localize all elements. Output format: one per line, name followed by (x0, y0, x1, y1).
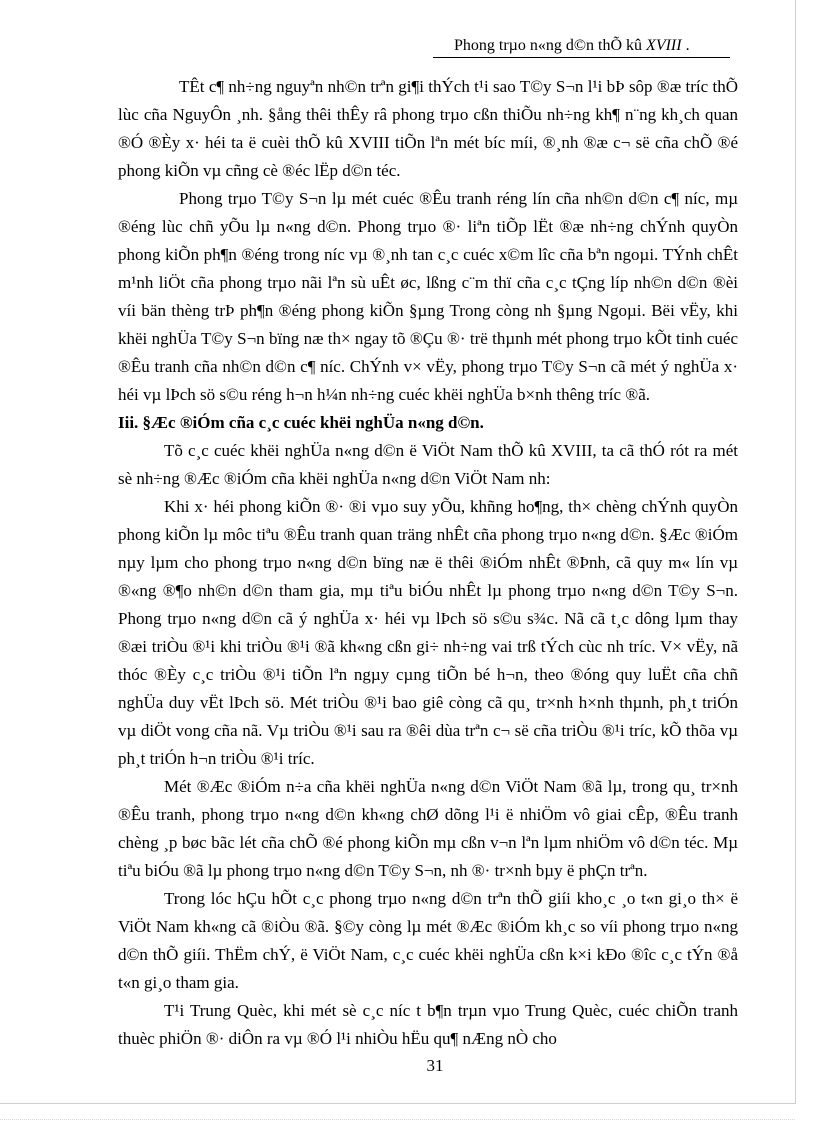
paragraph-causes: TÊt c¶ nh÷ng nguyªn nh©n trªn gi¶i thÝch t¹i sao T©y S¬n l¹i bÞ sôp ®æ tríc thÕ lùc cña NguyÔn ¸nh. §ång thêi thÊy râ phong trµo cßn thiÕu nh÷ng kh¶ n¨ng kh¸ch quan ®Ó ®Èy x· héi ta ë cuèi thÕ kû XVIII tiÕn lªn mét bíc míi, ®¸nh ®æ c¬ së cña chÕ ®é phong kiÕn vµ cñng cè ®éc lËp d©n téc. (118, 77, 738, 180)
page-number: 31 (426, 1056, 444, 1075)
body-text (118, 73, 738, 1053)
running-header (454, 36, 690, 56)
paragraph-intro-features: Tõ c¸c cuéc khëi nghÜa n«ng d©n ë ViÖt Nam thÕ kû XVIII, ta cã thÓ rót ra mét sè nh÷ng ®Æc ®iÓm cña khëi nghÜa n«ng d©n ViÖt Nam nh: (118, 441, 738, 488)
running-title-century: XVIII (646, 37, 682, 54)
header-rule (433, 57, 730, 58)
section-heading: Iii. §Æc ®iÓm cña c¸c cuéc khëi nghÜa n«ng d©n. (118, 413, 484, 432)
running-title-end: . (681, 37, 690, 54)
paragraph-china: T¹i Trung Quèc, khi mét sè c¸c níc t b¶n trµn vµo Trung Quèc, cuéc chiÕn tranh thuèc phiÖn ®· diÔn ra vµ ®Ó l¹i nhiÒu hËu qu¶ nÆng nÒ cho (118, 1001, 738, 1048)
running-title: Phong trµo n«ng d©n thÕ kû (454, 37, 643, 54)
paragraph-feature-two: Mét ®Æc ®iÓm n÷a cña khëi nghÜa n«ng d©n ViÖt Nam ®ã lµ, trong qu¸ tr×nh ®Êu tranh, phong trµo n«ng d©n kh«ng chØ dõng l¹i ë nhiÖm vô giai cÊp, ®Êu tranh chèng ¸p bøc bãc lét cña chÕ ®é phong kiÕn mµ cßn v¬n lªn lµm nhiÖm vô d©n téc. Mµ tiªu biÓu ®ã lµ phong trµo n«ng d©n T©y S¬n, nh ®· tr×nh bµy ë phÇn trªn. (118, 777, 738, 880)
paragraph-feature-three: Trong lóc hÇu hÕt c¸c phong trµo n«ng d©n trªn thÕ giíi kho¸c ¸o t«n gi¸o th× ë ViÖt Nam kh«ng cã ®iÒu ®ã. §©y còng lµ mét ®Æc ®iÓm kh¸c so víi phong trµo n«ng d©n thÕ giíi. ThËm chÝ, ë ViÖt Nam, c¸c cuéc khëi nghÜa cßn k×i kÐo ®îc c¸c tÝn ®å t«n gi¸o tham gia. (118, 889, 738, 992)
paragraph-feature-one: Khi x· héi phong kiÕn ®· ®i vµo suy yÕu, khñng ho¶ng, th× chèng chÝnh quyÒn phong kiÕn lµ môc tiªu ®Êu tranh quan träng nhÊt cña phong trµo n«ng d©n. §Æc ®iÓm nµy lµm cho phong trµo n«ng d©n bïng næ ë thêi ®iÓm nhÊt ®Þnh, cã quy m« lín vµ ®«ng ®¶o nh©n d©n tham gia, mµ tiªu biÓu nhÊt lµ phong trµo n«ng d©n T©y S¬n. Phong trµo n«ng d©n cã ý nghÜa x· héi vµ lÞch sö s©u s¾c. Nã cã t¸c dông lµm thay ®æi triÒu ®¹i khi triÒu ®¹i ®ã kh«ng cßn gi÷ nh÷ng vai trß tÝch cùc nh tríc. V× vËy, nã thóc ®Èy c¸c triÒu ®¹i tiÕn lªn ngµy cµng tiÕn bé h¬n, theo ®óng quy luËt cña chñ nghÜa duy vËt lÞch sö. Mét triÒu ®¹i bao giê còng cã qu¸ tr×nh h×nh thµnh, ph¸t triÓn vµ diÖt vong cña nã. Vµ triÒu ®¹i sau ra ®êi dùa trªn c¬ së cña triÒu ®¹i tríc, kÕ thõa vµ ph¸t triÓn h¬n triÒu ®¹i tríc. (118, 497, 738, 768)
paragraph-tay-son-movement: Phong trµo T©y S¬n lµ mét cuéc ®Êu tranh réng lín cña nh©n d©n c¶ níc, mµ ®éng lùc chñ yÕu lµ n«ng d©n. Phong trµo ®· liªn tiÕp lËt ®æ nh÷ng chÝnh quyÒn phong kiÕn ph¶n ®éng trong níc vµ ®¸nh tan c¸c cuéc x©m lîc cña bªn ngoµi. TÝnh chÊt m¹nh liÖt cña phong trµo nãi lªn sù uÊt øc, lßng c¨m thï cña c¸c tÇng líp nh©n d©n ®èi víi bän thèng trÞ ph¶n ®éng phong kiÕn §µng Trong còng nh §µng Ngoµi. Bëi vËy, khi khëi nghÜa T©y S¬n bïng næ th× ngay tõ ®Çu ®· trë thµnh mét phong trµo kÕt tinh cuéc ®Êu tranh cña nh©n d©n c¶ níc. ChÝnh v× vËy, phong trµo T©y S¬n cã mét ý nghÜa x· héi vµ lÞch sö s©u réng h¬n h¼n nh÷ng cuéc khëi nghÜa b×nh thêng tríc ®ã. (118, 189, 738, 404)
